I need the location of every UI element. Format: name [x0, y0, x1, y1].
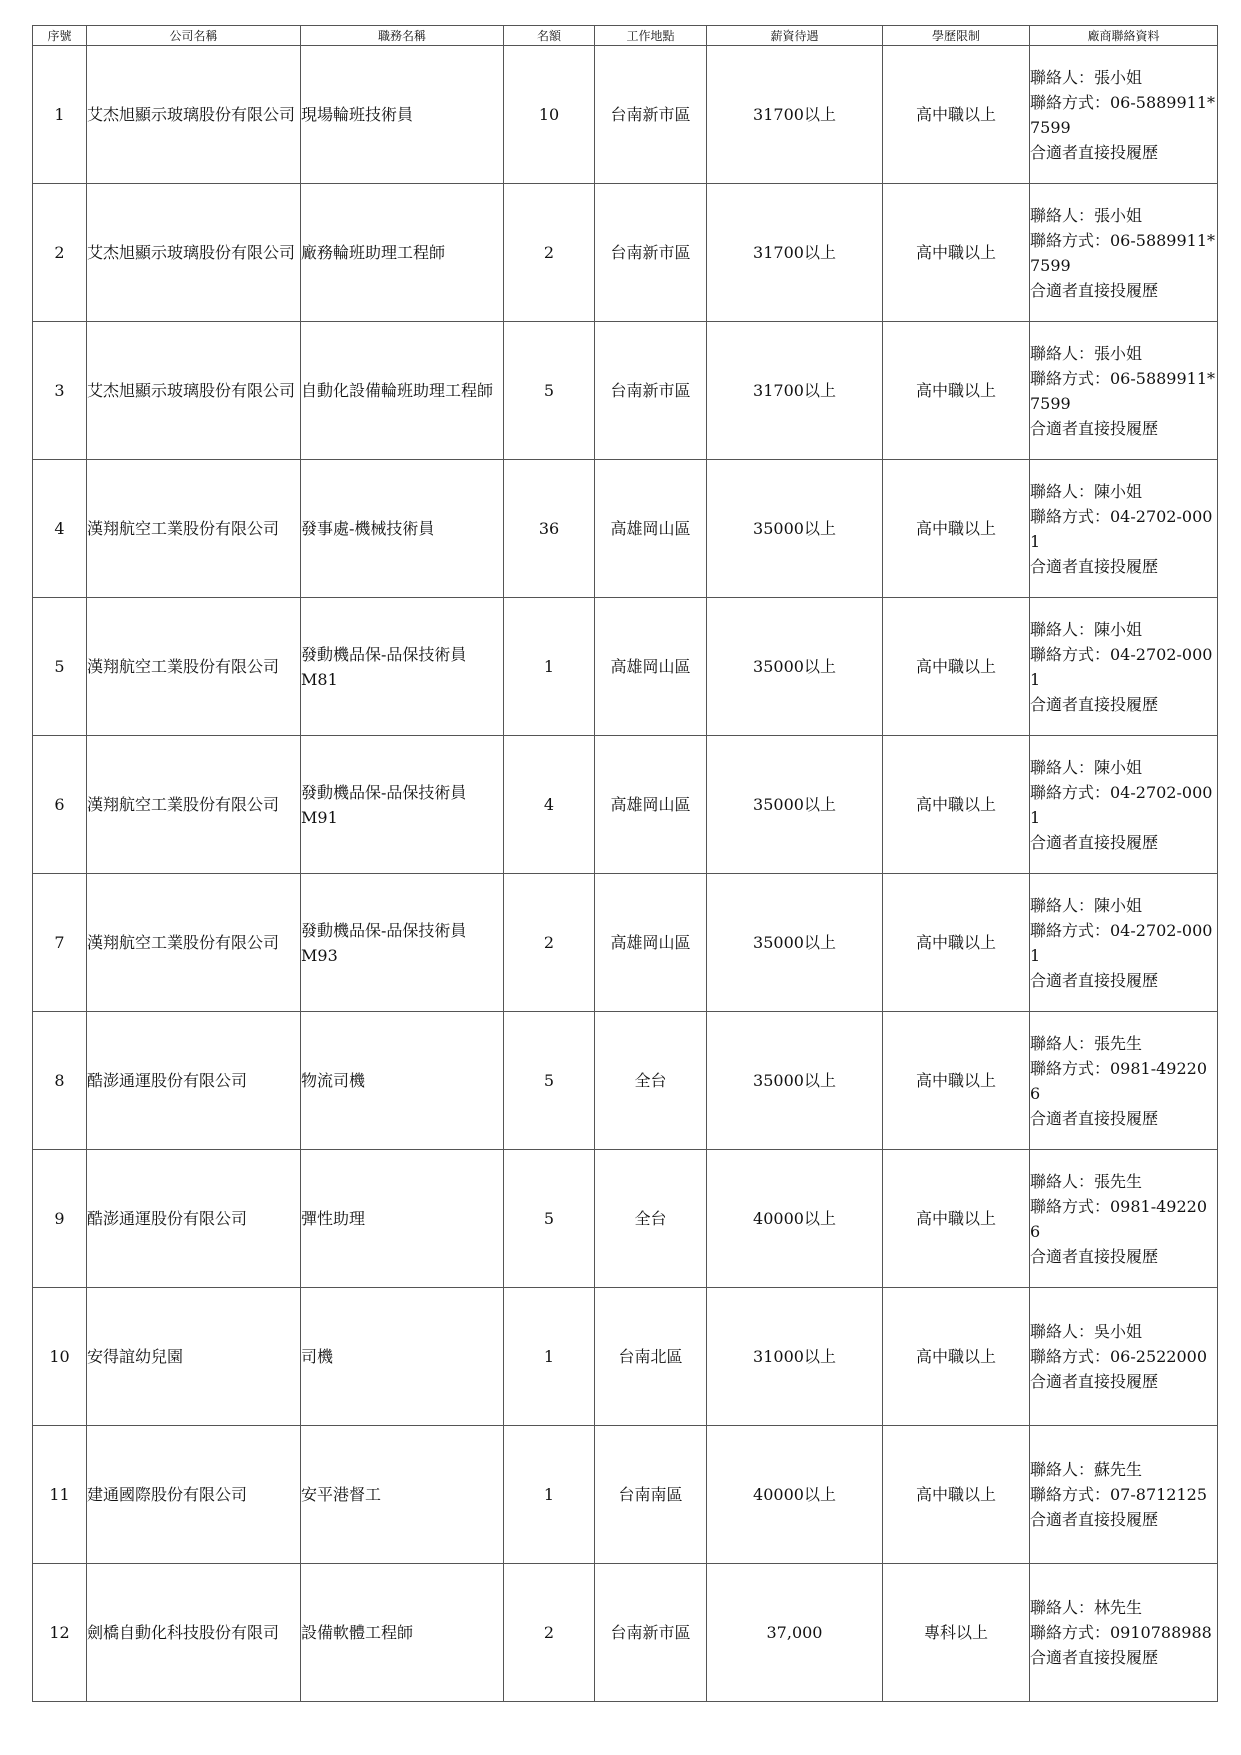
company-name-cell: 漢翔航空工業股份有限公司 — [87, 874, 301, 1012]
contact-person: 聯絡人：陳小姐 — [1030, 481, 1143, 501]
job-title-cell: 彈性助理 — [301, 1150, 504, 1288]
table-row — [33, 322, 1218, 460]
work-location-cell: 台南新市區 — [595, 322, 707, 460]
table-row — [33, 1426, 1218, 1564]
headcount-cell: 5 — [504, 1012, 595, 1150]
contact-person: 聯絡人：陳小姐 — [1030, 895, 1143, 915]
contact-method: 聯絡方式：04-2702-0001 — [1030, 782, 1213, 827]
contact-person: 聯絡人：陳小姐 — [1030, 757, 1143, 777]
education-cell: 高中職以上 — [883, 184, 1030, 322]
contact-person: 聯絡人：吳小姐 — [1030, 1322, 1143, 1341]
contact-info-cell — [1030, 736, 1218, 874]
contact-method: 聯絡方式：04-2702-0001 — [1030, 506, 1213, 551]
contact-person: 聯絡人：張小姐 — [1030, 343, 1143, 363]
row-seq-cell: 10 — [33, 1288, 87, 1426]
contact-info-cell — [1030, 1564, 1218, 1702]
row-seq-cell: 3 — [33, 322, 87, 460]
apply-note: 合適者直接投履歷 — [1030, 556, 1159, 576]
salary-cell: 35000以上 — [707, 1012, 883, 1150]
job-title-cell: 司機 — [301, 1288, 504, 1426]
table-row — [33, 874, 1218, 1012]
table-row — [33, 736, 1218, 874]
education-cell: 高中職以上 — [883, 1426, 1030, 1564]
table-row — [33, 1012, 1218, 1150]
company-name-cell: 漢翔航空工業股份有限公司 — [87, 598, 301, 736]
company-name-cell: 漢翔航空工業股份有限公司 — [87, 460, 301, 598]
work-location-cell: 台南新市區 — [595, 184, 707, 322]
company-name-cell: 漢翔航空工業股份有限公司 — [87, 736, 301, 874]
work-location-cell: 高雄岡山區 — [595, 460, 707, 598]
job-title-cell: 發動機品保-品保技術員M93 — [301, 874, 504, 1012]
headcount-cell: 4 — [504, 736, 595, 874]
contact-method: 聯絡方式：06-2522000 — [1030, 1347, 1208, 1366]
education-cell: 高中職以上 — [883, 1288, 1030, 1426]
contact-person: 聯絡人：張先生 — [1030, 1171, 1143, 1191]
job-listing-table — [32, 25, 1218, 1702]
contact-method: 聯絡方式：04-2702-0001 — [1030, 920, 1213, 965]
education-cell: 高中職以上 — [883, 1150, 1030, 1288]
contact-method: 聯絡方式：0981-492206 — [1030, 1196, 1208, 1241]
header-location: 工作地點 — [595, 26, 707, 46]
salary-cell: 35000以上 — [707, 736, 883, 874]
contact-method: 聯絡方式：07-8712125 — [1030, 1485, 1208, 1504]
apply-note: 合適者直接投履歷 — [1030, 1648, 1159, 1667]
job-title-cell: 發事處-機械技術員 — [301, 460, 504, 598]
salary-cell: 37,000 — [707, 1564, 883, 1702]
company-name-cell: 艾杰旭顯示玻璃股份有限公司 — [87, 184, 301, 322]
contact-info-cell — [1030, 184, 1218, 322]
header-contact: 廠商聯絡資料 — [1030, 26, 1218, 46]
headcount-cell: 1 — [504, 1288, 595, 1426]
salary-cell: 31000以上 — [707, 1288, 883, 1426]
job-title-cell: 現場輪班技術員 — [301, 46, 504, 184]
company-name-cell: 安得誼幼兒園 — [87, 1288, 301, 1426]
work-location-cell: 全台 — [595, 1012, 707, 1150]
company-name-cell: 艾杰旭顯示玻璃股份有限公司 — [87, 322, 301, 460]
headcount-cell: 2 — [504, 874, 595, 1012]
apply-note: 合適者直接投履歷 — [1030, 418, 1159, 438]
header-company: 公司名稱 — [87, 26, 301, 46]
row-seq-cell: 7 — [33, 874, 87, 1012]
contact-info-cell — [1030, 46, 1218, 184]
contact-info-cell — [1030, 1012, 1218, 1150]
headcount-cell: 5 — [504, 322, 595, 460]
company-name-cell: 酷澎通運股份有限公司 — [87, 1150, 301, 1288]
apply-note: 合適者直接投履歷 — [1030, 142, 1159, 162]
salary-cell: 31700以上 — [707, 46, 883, 184]
header-seq: 序號 — [33, 26, 87, 46]
headcount-cell: 10 — [504, 46, 595, 184]
row-seq-cell: 12 — [33, 1564, 87, 1702]
headcount-cell: 1 — [504, 1426, 595, 1564]
contact-person: 聯絡人：林先生 — [1030, 1598, 1143, 1617]
apply-note: 合適者直接投履歷 — [1030, 1372, 1159, 1391]
headcount-cell: 2 — [504, 1564, 595, 1702]
job-title-cell: 物流司機 — [301, 1012, 504, 1150]
header-salary: 薪資待遇 — [707, 26, 883, 46]
company-name-cell: 劍橋自動化科技股份有限司 — [87, 1564, 301, 1702]
contact-person: 聯絡人：張小姐 — [1030, 67, 1143, 87]
salary-cell: 35000以上 — [707, 598, 883, 736]
contact-info-cell — [1030, 1288, 1218, 1426]
apply-note: 合適者直接投履歷 — [1030, 1108, 1159, 1128]
salary-cell: 35000以上 — [707, 460, 883, 598]
contact-method: 聯絡方式：0981-492206 — [1030, 1058, 1208, 1103]
row-seq-cell: 9 — [33, 1150, 87, 1288]
job-title-cell: 設備軟體工程師 — [301, 1564, 504, 1702]
contact-method: 聯絡方式：06-5889911*7599 — [1030, 92, 1216, 137]
contact-person: 聯絡人：張先生 — [1030, 1033, 1143, 1053]
header-education: 學歷限制 — [883, 26, 1030, 46]
contact-person: 聯絡人：張小姐 — [1030, 205, 1143, 225]
work-location-cell: 台南新市區 — [595, 46, 707, 184]
contact-info-cell — [1030, 1426, 1218, 1564]
salary-cell: 40000以上 — [707, 1150, 883, 1288]
row-seq-cell: 6 — [33, 736, 87, 874]
apply-note: 合適者直接投履歷 — [1030, 694, 1159, 714]
education-cell: 高中職以上 — [883, 460, 1030, 598]
table-header-row — [33, 26, 1218, 46]
company-name-cell: 建通國際股份有限公司 — [87, 1426, 301, 1564]
row-seq-cell: 4 — [33, 460, 87, 598]
headcount-cell: 36 — [504, 460, 595, 598]
apply-note: 合適者直接投履歷 — [1030, 1510, 1159, 1529]
contact-method: 聯絡方式：06-5889911*7599 — [1030, 230, 1216, 275]
salary-cell: 31700以上 — [707, 322, 883, 460]
education-cell: 專科以上 — [883, 1564, 1030, 1702]
header-title: 職務名稱 — [301, 26, 504, 46]
education-cell: 高中職以上 — [883, 736, 1030, 874]
job-title-cell: 廠務輪班助理工程師 — [301, 184, 504, 322]
contact-info-cell — [1030, 598, 1218, 736]
apply-note: 合適者直接投履歷 — [1030, 280, 1159, 300]
row-seq-cell: 2 — [33, 184, 87, 322]
table-row — [33, 1150, 1218, 1288]
contact-method: 聯絡方式：04-2702-0001 — [1030, 644, 1213, 689]
salary-cell: 40000以上 — [707, 1426, 883, 1564]
row-seq-cell: 11 — [33, 1426, 87, 1564]
work-location-cell: 台南新市區 — [595, 1564, 707, 1702]
education-cell: 高中職以上 — [883, 874, 1030, 1012]
job-title-cell: 自動化設備輪班助理工程師 — [301, 322, 504, 460]
row-seq-cell: 1 — [33, 46, 87, 184]
contact-info-cell — [1030, 1150, 1218, 1288]
headcount-cell: 2 — [504, 184, 595, 322]
table-row — [33, 1564, 1218, 1702]
education-cell: 高中職以上 — [883, 322, 1030, 460]
education-cell: 高中職以上 — [883, 598, 1030, 736]
table-row — [33, 598, 1218, 736]
apply-note: 合適者直接投履歷 — [1030, 1246, 1159, 1266]
work-location-cell: 台南北區 — [595, 1288, 707, 1426]
work-location-cell: 全台 — [595, 1150, 707, 1288]
table-row — [33, 184, 1218, 322]
contact-info-cell — [1030, 460, 1218, 598]
headcount-cell: 5 — [504, 1150, 595, 1288]
apply-note: 合適者直接投履歷 — [1030, 970, 1159, 990]
table-row — [33, 1288, 1218, 1426]
company-name-cell: 酷澎通運股份有限公司 — [87, 1012, 301, 1150]
contact-person: 聯絡人：陳小姐 — [1030, 619, 1143, 639]
work-location-cell: 高雄岡山區 — [595, 874, 707, 1012]
apply-note: 合適者直接投履歷 — [1030, 832, 1159, 852]
work-location-cell: 高雄岡山區 — [595, 598, 707, 736]
header-count: 名額 — [504, 26, 595, 46]
company-name-cell: 艾杰旭顯示玻璃股份有限公司 — [87, 46, 301, 184]
contact-info-cell — [1030, 322, 1218, 460]
contact-person: 聯絡人：蘇先生 — [1030, 1460, 1143, 1479]
contact-method: 聯絡方式：06-5889911*7599 — [1030, 368, 1216, 413]
table-row — [33, 46, 1218, 184]
work-location-cell: 台南南區 — [595, 1426, 707, 1564]
headcount-cell: 1 — [504, 598, 595, 736]
work-location-cell: 高雄岡山區 — [595, 736, 707, 874]
row-seq-cell: 8 — [33, 1012, 87, 1150]
education-cell: 高中職以上 — [883, 1012, 1030, 1150]
education-cell: 高中職以上 — [883, 46, 1030, 184]
job-title-cell: 安平港督工 — [301, 1426, 504, 1564]
contact-method: 聯絡方式：0910788988 — [1030, 1623, 1212, 1642]
contact-info-cell — [1030, 874, 1218, 1012]
salary-cell: 35000以上 — [707, 874, 883, 1012]
job-title-cell: 發動機品保-品保技術員M81 — [301, 598, 504, 736]
row-seq-cell: 5 — [33, 598, 87, 736]
table-row — [33, 460, 1218, 598]
job-title-cell: 發動機品保-品保技術員M91 — [301, 736, 504, 874]
table-body — [33, 46, 1218, 1702]
salary-cell: 31700以上 — [707, 184, 883, 322]
